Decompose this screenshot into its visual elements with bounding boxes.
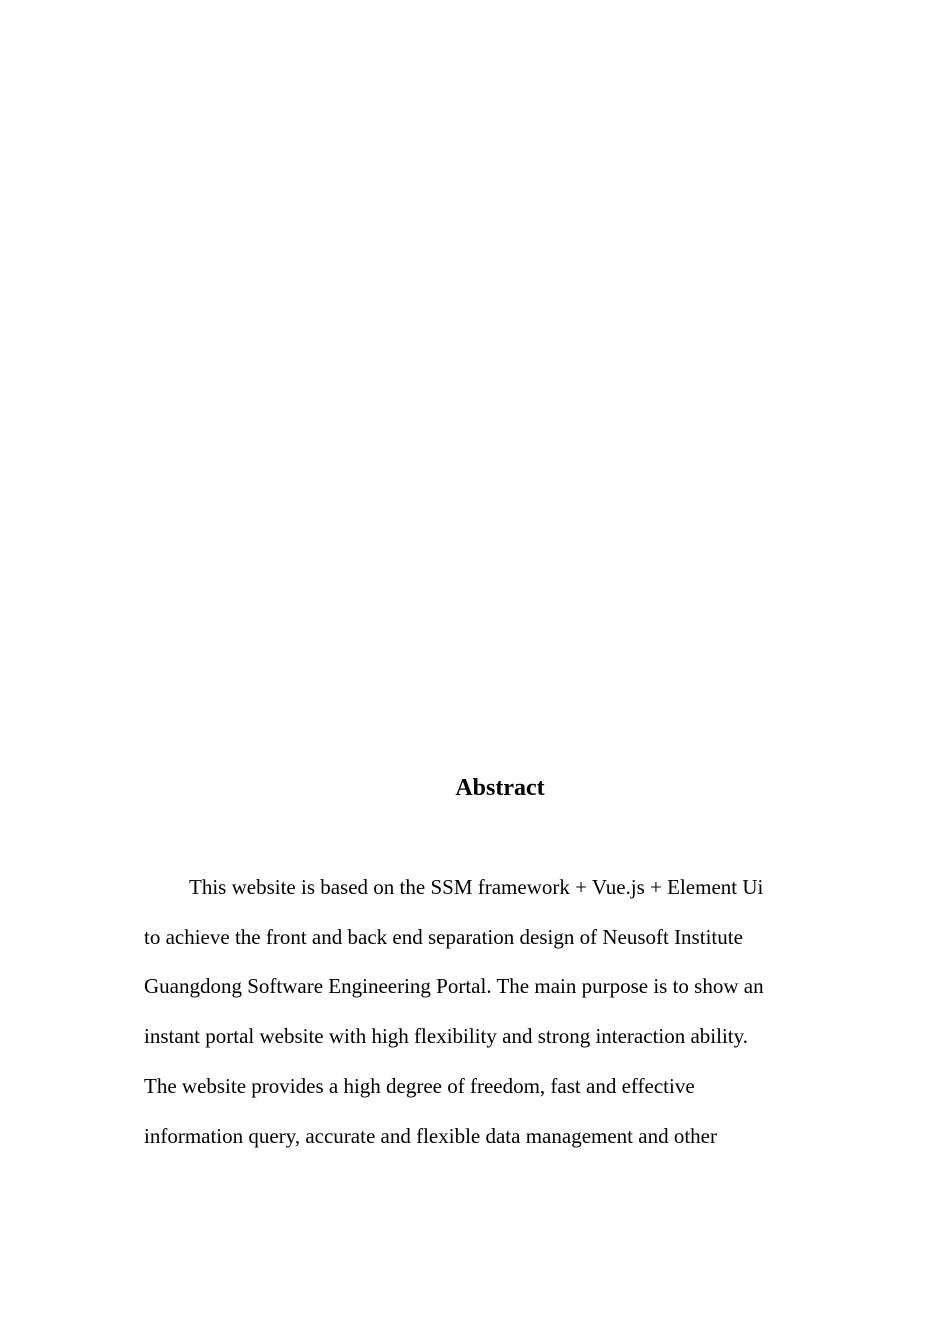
abstract-line: information query, accurate and flexible data management and other [144, 1124, 717, 1148]
abstract-line: The website provides a high degree of freedom, fast and effective [144, 1074, 695, 1098]
abstract-line: to achieve the front and back end separation design of Neusoft Institute [144, 925, 743, 949]
abstract-line: This website is based on the SSM framework + Vue.js + Element Ui [189, 875, 764, 899]
abstract-line: Guangdong Software Engineering Portal. The main purpose is to show an [144, 974, 764, 998]
abstract-line: instant portal website with high flexibility and strong interaction ability. [144, 1024, 749, 1048]
abstract-heading: Abstract [455, 775, 545, 801]
